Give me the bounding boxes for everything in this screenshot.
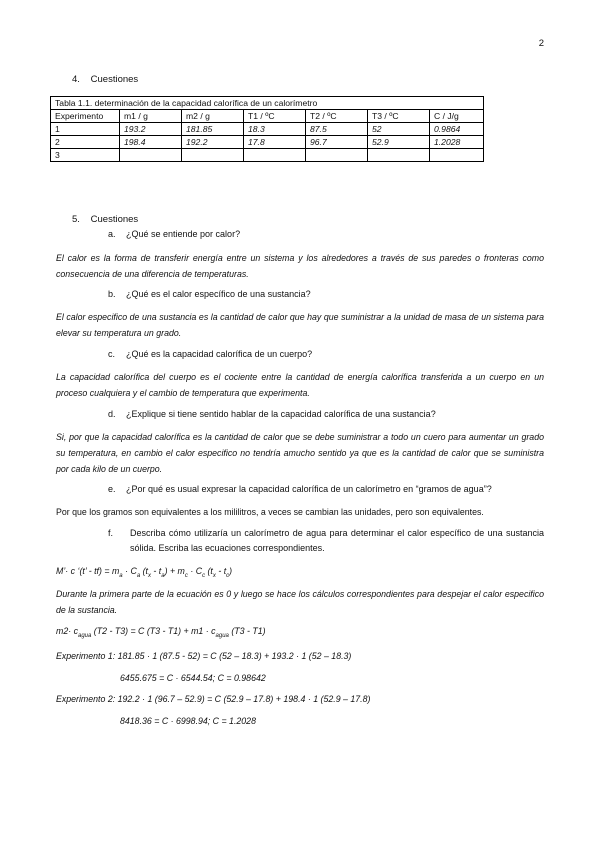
table-cell xyxy=(182,149,244,162)
table-cell xyxy=(120,149,182,162)
equation-1 xyxy=(56,566,232,579)
eq-part: - t xyxy=(215,566,227,576)
col-header: C / J/g xyxy=(430,110,484,123)
eq-part: (t xyxy=(205,566,213,576)
question-letter: a. xyxy=(108,229,116,239)
experiment-2-equation: Experimento 2: 192.2 · 1 (96.7 – 52.9) = C (52.9 – 17.8) + 198.4 · 1 (52.9 – 17.8) xyxy=(56,694,371,704)
eq-sub: a xyxy=(161,572,165,579)
section-4-number: 4. xyxy=(72,74,80,85)
table-cell: 1 xyxy=(51,123,120,136)
eq-sub: agua xyxy=(78,632,92,639)
table-cell: 52 xyxy=(368,123,430,136)
col-header: T1 / ºC xyxy=(244,110,306,123)
table-cell: 193.2 xyxy=(120,123,182,136)
equation-explanation: Durante la primera parte de la ecuación es 0 y luego se hace los cálculos correspondientes para despejar el calor especifico de la sustancia. xyxy=(56,589,544,615)
col-header: Experimento xyxy=(51,110,120,123)
eq-part: · C xyxy=(122,566,137,576)
col-header: T3 / ºC xyxy=(368,110,430,123)
table-cell xyxy=(244,149,306,162)
calorimeter-table xyxy=(50,96,484,162)
question-letter: e. xyxy=(108,484,116,494)
table-cell: 52.9 xyxy=(368,136,430,149)
question-text: ¿Qué es la capacidad calorífica de un cuerpo? xyxy=(126,349,313,359)
section-5-number: 5. xyxy=(72,214,80,225)
eq-part: - t xyxy=(150,566,162,576)
table-cell: 2 xyxy=(51,136,120,149)
section-5-heading xyxy=(72,214,138,225)
table-cell: 3 xyxy=(51,149,120,162)
question-letter: f. xyxy=(108,528,114,538)
eq-sub: c xyxy=(184,572,188,579)
eq-part: · C xyxy=(187,566,203,576)
answer-b: El calor especifico de una sustancia es la cantidad de calor que hay que suministrar a la unidad de masa de un sistema para elevar su temperatura un grado. xyxy=(56,312,544,338)
table-cell: 87.5 xyxy=(306,123,368,136)
table-cell: 96.7 xyxy=(306,136,368,149)
table-row xyxy=(51,123,484,136)
question-c xyxy=(108,349,312,359)
section-4-heading xyxy=(72,74,138,85)
table-cell: 17.8 xyxy=(244,136,306,149)
eq-part: (t xyxy=(140,566,148,576)
question-d xyxy=(108,409,436,419)
table-row xyxy=(51,149,484,162)
question-text: ¿Qué es el calor específico de una sustancia? xyxy=(126,289,311,299)
answer-a: El calor es la forma de transferir energía entre un sistema y los alrededores a través de sus paredes o fronteras como consecuencia de una diferencia de temperaturas. xyxy=(56,253,544,279)
col-header: m2 / g xyxy=(182,110,244,123)
table-cell: 1.2028 xyxy=(430,136,484,149)
question-letter: d. xyxy=(108,409,116,419)
experiment-2-result: 8418.36 = C · 6998.94; C = 1.2028 xyxy=(120,716,256,726)
table-cell: 18.3 xyxy=(244,123,306,136)
answer-e: Por que los gramos son equivalentes a los mililitros, a veces se cambian las unidades, pero son equivalentes. xyxy=(56,507,484,517)
experiment-1-equation: Experimento 1: 181.85 · 1 (87.5 - 52) = C (52 – 18.3) + 193.2 · 1 (52 – 18.3) xyxy=(56,651,352,661)
question-b xyxy=(108,289,311,299)
table-caption: Tabla 1.1. determinación de la capacidad calorífica de un calorímetro xyxy=(51,97,484,110)
table-cell: 198.4 xyxy=(120,136,182,149)
page-number: 2 xyxy=(538,38,544,49)
experiment-1-result: 6455.675 = C · 6544.54; C = 0.98642 xyxy=(120,673,266,683)
eq-part: (T3 - T1) xyxy=(228,626,266,636)
question-letter: c. xyxy=(108,349,116,359)
question-text: Describa cómo utilizaría un calorímetro de agua para determinar el calor específico de una sustancia sólida. Escriba las ecuaciones correspondientes. xyxy=(130,528,544,553)
answer-d: Si, por que la capacidad calorífica es la cantidad de calor que se debe suministrar a todo un cuero para aumentar un grado su temperatura, en cambio el calor especifico no tendría amucho sentido ya que es la cantidad de calor que se suministra por cada kilo de un cuerpo. xyxy=(56,432,544,474)
question-f xyxy=(108,526,544,556)
question-a xyxy=(108,229,240,239)
eq-part: ) xyxy=(229,566,233,576)
eq-sub: c xyxy=(202,572,206,579)
question-text: ¿Explique si tiene sentido hablar de la capacidad calorífica de una sustancia? xyxy=(126,409,436,419)
eq-part: ) + m xyxy=(164,566,185,576)
eq-sub: agua xyxy=(215,632,229,639)
table-header-row xyxy=(51,110,484,123)
eq-sub: c xyxy=(226,572,230,579)
col-header: T2 / ºC xyxy=(306,110,368,123)
section-5-title: Cuestiones xyxy=(90,214,139,225)
equation-2 xyxy=(56,626,266,639)
section-4-title: Cuestiones xyxy=(90,74,139,85)
table-cell xyxy=(430,149,484,162)
eq-sub: x xyxy=(147,572,151,579)
eq-sub: a xyxy=(119,572,123,579)
answer-c: La capacidad calorífica del cuerpo es el cociente entre la cantidad de energía calorífica transferida a un cuerpo en un proceso cualquiera y el cambio de temperatura que experimenta. xyxy=(56,372,544,398)
eq-sub: a xyxy=(136,572,141,579)
eq-part: (T2 - T3) = C (T3 - T1) + m1 · c xyxy=(91,626,216,636)
question-text: ¿Qué se entiende por calor? xyxy=(126,229,241,239)
table-cell xyxy=(306,149,368,162)
eq-part: M’· c ‘(t’ - tf) = m xyxy=(56,566,120,576)
question-e xyxy=(108,484,492,494)
eq-part: m2· c xyxy=(56,626,78,636)
question-text: ¿Por qué es usual expresar la capacidad calorífica de un calorímetro en “gramos de agua”? xyxy=(126,484,492,494)
table-cell xyxy=(368,149,430,162)
eq-sub: x xyxy=(212,572,216,579)
table-cell: 181.85 xyxy=(182,123,244,136)
table-cell: 192.2 xyxy=(182,136,244,149)
table-row xyxy=(51,136,484,149)
col-header: m1 / g xyxy=(120,110,182,123)
question-letter: b. xyxy=(108,289,116,299)
table-cell: 0.9864 xyxy=(430,123,484,136)
